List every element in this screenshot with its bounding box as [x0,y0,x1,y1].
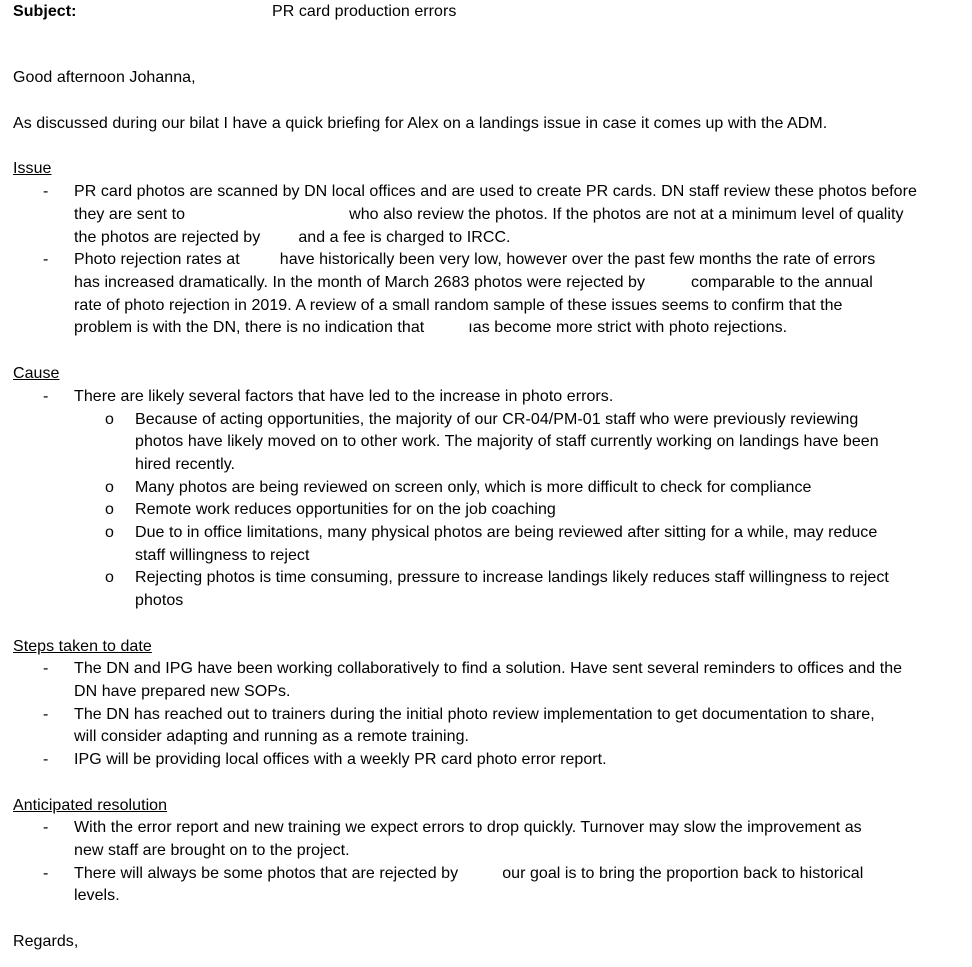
cause-sub-3: Remote work reduces opportunities for on the job coaching [135,501,556,518]
cause-sub-1-line-1: Because of acting opportunities, the majority of our CR-04/PM-01 staff who were previously reviewing [135,411,859,428]
bullet-marker: - [43,251,49,268]
greeting: Good afternoon Johanna, [13,69,196,86]
sub-bullet-marker: o [105,479,114,496]
sub-bullet-marker: o [105,569,114,586]
resolution-bullet-1-line-2: new staff are brought on to the project. [74,842,350,859]
steps-bullet-2-line-1: The DN has reached out to trainers during the initial photo review implementation to get documentation to share, [74,706,875,723]
resolution-bullet-2-line-2: levels. [74,887,120,904]
issue-bullet-1-line-1: PR card photos are scanned by DN local offices and are used to create PR cards. DN staff review these photos before [74,183,917,200]
bullet-marker: - [43,388,49,405]
cause-heading: Cause [13,365,60,382]
cause-sub-4-line-2: staff willingness to reject [135,547,310,564]
sub-bullet-marker: o [105,501,114,518]
issue-bullet-2-line-4: problem is with the DN, there is no indication that ıas become more strict with photo rejections. [74,319,788,336]
steps-bullet-1-line-2: DN have prepared new SOPs. [74,683,291,700]
issue-bullet-1-line-3: the photos are rejected by and a fee is charged to IRCC. [74,229,511,246]
steps-bullet-2-line-2: will consider adapting and running as a remote training. [74,728,470,745]
resolution-bullet-2-line-1: There will always be some photos that are rejected by our goal is to bring the proportion back to historical [74,865,864,882]
cause-sub-2: Many photos are being reviewed on screen only, which is more difficult to check for compliance [135,479,812,496]
cause-sub-1-line-3: hired recently. [135,456,236,473]
sub-bullet-marker: o [105,524,114,541]
cause-sub-1-line-2: photos have likely moved on to other work. The majority of staff currently working on landings have been [135,433,879,450]
sub-bullet-marker: o [105,411,114,428]
issue-bullet-2-line-2: has increased dramatically. In the month of March 2683 photos were rejected by comparable to the annual [74,274,873,291]
bullet-marker: - [43,706,49,723]
bullet-marker: - [43,751,49,768]
cause-sub-4-line-1: Due to in office limitations, many physical photos are being reviewed after sitting for a while, may reduce [135,524,878,541]
resolution-heading: Anticipated resolution [13,797,168,814]
cause-sub-5-line-2: photos [135,592,184,609]
subject-value: PR card production errors [272,3,457,20]
issue-bullet-2-line-3: rate of photo rejection in 2019. A review of a small random sample of these issues seems to confirm that the [74,297,843,314]
steps-heading: Steps taken to date [13,638,152,655]
bullet-marker: - [43,865,49,882]
resolution-bullet-1-line-1: With the error report and new training we expect errors to drop quickly. Turnover may slow the improvement as [74,819,862,836]
bullet-marker: - [43,660,49,677]
bullet-marker: - [43,183,49,200]
issue-heading: Issue [13,160,52,177]
steps-bullet-3: IPG will be providing local offices with a weekly PR card photo error report. [74,751,607,768]
bullet-marker: - [43,819,49,836]
cause-bullet-1: There are likely several factors that have led to the increase in photo errors. [74,388,614,405]
cause-sub-5-line-1: Rejecting photos is time consuming, pressure to increase landings likely reduces staff willingness to reject [135,569,889,586]
intro-paragraph: As discussed during our bilat I have a quick briefing for Alex on a landings issue in case it comes up with the ADM. [13,115,828,132]
issue-bullet-2-line-1: Photo rejection rates at have historically been very low, however over the past few months the rate of errors [74,251,876,268]
closing: Regards, [13,933,79,950]
steps-bullet-1-line-1: The DN and IPG have been working collaboratively to find a solution. Have sent several reminders to offices and the [74,660,903,677]
subject-label: Subject: [13,3,77,20]
issue-bullet-1-line-2: they are sent to who also review the photos. If the photos are not at a minimum level of quality [74,206,904,223]
